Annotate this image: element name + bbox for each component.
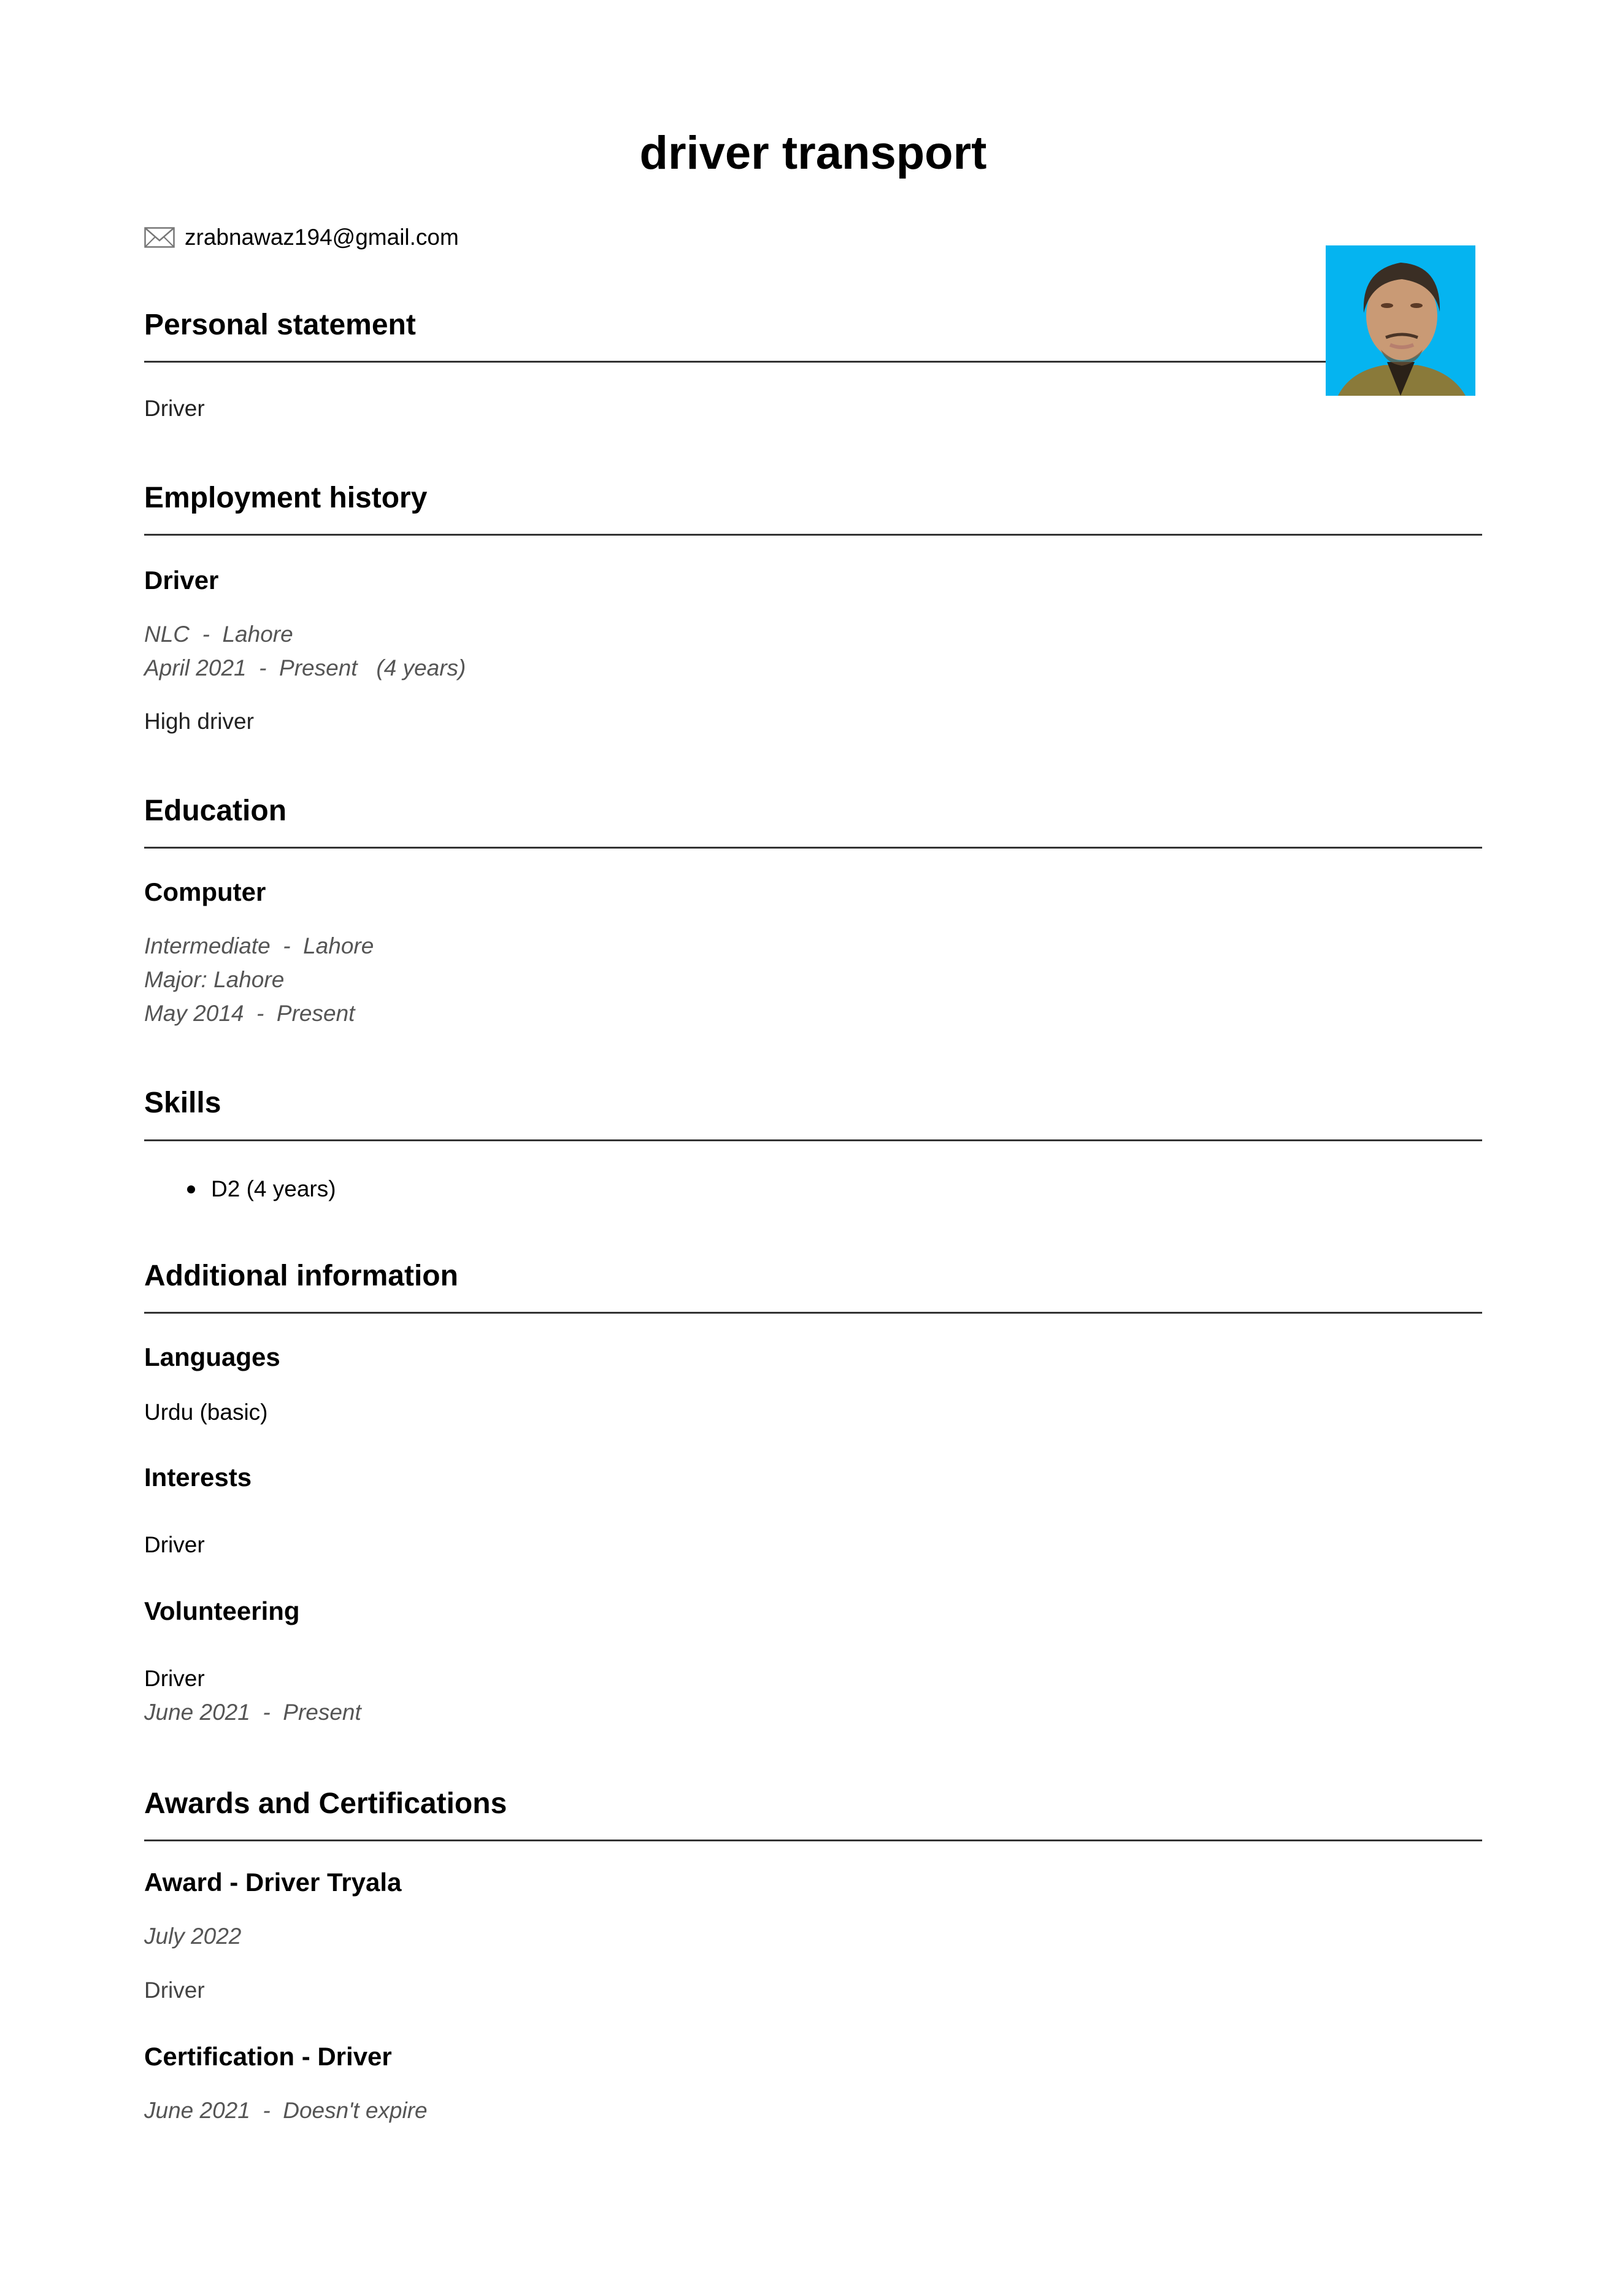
section-heading: Skills bbox=[144, 1087, 221, 1119]
section-skills bbox=[144, 1085, 1482, 1201]
languages-heading: Languages bbox=[144, 1343, 280, 1371]
section-heading: Employment history bbox=[144, 482, 428, 514]
education-degree-location: Intermediate - Lahore bbox=[144, 933, 374, 958]
skill-text: D2 (4 years) bbox=[211, 1176, 336, 1201]
envelope-icon bbox=[144, 227, 175, 248]
section-divider bbox=[144, 1139, 1482, 1141]
education-major: Major: Lahore bbox=[144, 967, 285, 992]
skill-item bbox=[187, 1174, 336, 1204]
award-date: July 2022 bbox=[144, 1924, 242, 1949]
education-dates: May 2014 - Present bbox=[144, 1001, 355, 1026]
volunteering-heading: Volunteering bbox=[144, 1597, 300, 1625]
section-heading: Personal statement bbox=[144, 309, 416, 341]
certification-dates: June 2021 - Doesn't expire bbox=[144, 2098, 428, 2123]
languages-text: Urdu (basic) bbox=[144, 1400, 268, 1425]
bullet-icon bbox=[187, 1185, 195, 1193]
section-personal-statement bbox=[144, 307, 1482, 421]
award-text: Driver bbox=[144, 1978, 205, 2003]
section-divider bbox=[144, 1312, 1482, 1314]
section-divider bbox=[144, 1839, 1482, 1841]
volunteering-text: Driver bbox=[144, 1666, 205, 1691]
contact-email[interactable] bbox=[144, 222, 459, 253]
interests-heading: Interests bbox=[144, 1463, 252, 1492]
section-divider bbox=[144, 361, 1326, 363]
job-company-location: NLC - Lahore bbox=[144, 622, 293, 647]
statement-text: Driver bbox=[144, 396, 205, 421]
section-heading: Additional information bbox=[144, 1260, 458, 1292]
award-title: Award - Driver Tryala bbox=[144, 1868, 402, 1897]
job-dates: April 2021 - Present (4 years) bbox=[144, 655, 466, 680]
interests-text: Driver bbox=[144, 1532, 205, 1557]
section-divider bbox=[144, 534, 1482, 536]
certification-title: Certification - Driver bbox=[144, 2042, 392, 2071]
education-title: Computer bbox=[144, 877, 266, 906]
volunteering-dates: June 2021 - Present bbox=[144, 1700, 361, 1725]
job-title: Driver bbox=[144, 566, 219, 595]
section-heading: Education bbox=[144, 795, 287, 827]
section-education bbox=[144, 793, 1482, 1026]
section-employment-history bbox=[144, 480, 1482, 734]
candidate-name: driver transport bbox=[639, 127, 987, 179]
email-text: zrabnawaz194@gmail.com bbox=[185, 225, 459, 250]
section-awards-certifications bbox=[144, 1786, 1482, 2123]
section-heading: Awards and Certifications bbox=[144, 1787, 507, 1820]
job-description: High driver bbox=[144, 709, 254, 734]
section-additional-information bbox=[144, 1258, 1482, 1725]
section-divider bbox=[144, 847, 1482, 849]
